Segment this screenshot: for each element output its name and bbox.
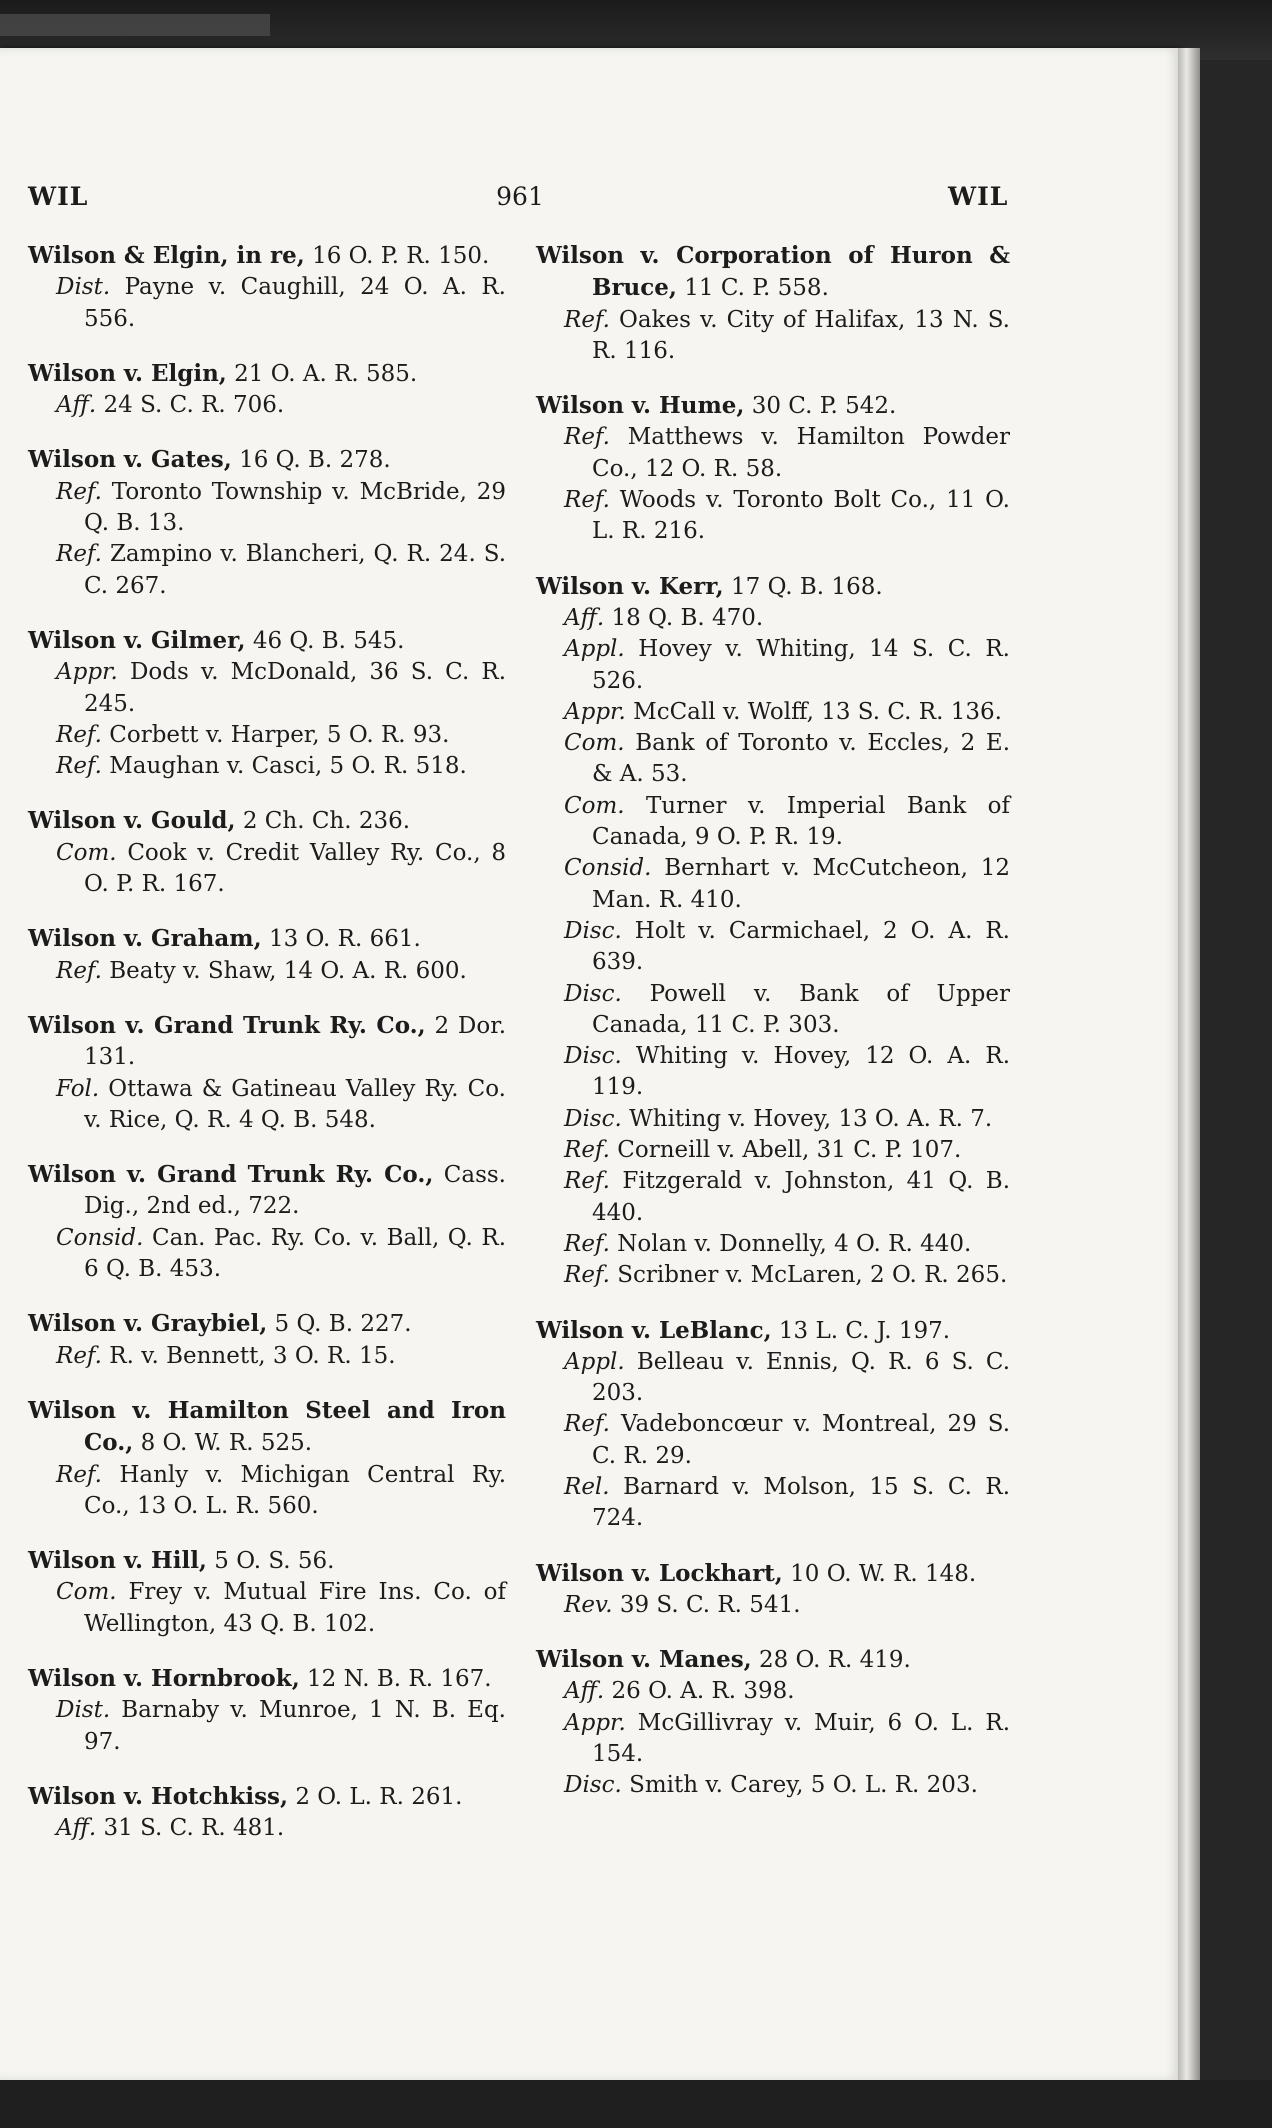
treatment-abbreviation: Consid.	[564, 855, 652, 882]
treatment-abbreviation: Aff.	[564, 1678, 605, 1705]
reference-text: Holt v. Carmichael, 2 O. A. R. 639.	[592, 917, 1010, 976]
reference-text: Hovey v. Whiting, 14 S. C. R. 526.	[592, 636, 1010, 694]
reference-text: Scribner v. McLaren, 2 O. R. 265.	[617, 1262, 1008, 1289]
treatment-abbreviation: Com.	[564, 792, 625, 819]
treatment-abbreviation: Disc.	[564, 1772, 622, 1799]
case-heading	[28, 1159, 506, 1223]
case-citation: 2 O. L. R. 261.	[295, 1783, 463, 1810]
case-heading	[536, 1558, 1010, 1590]
case-citation: 2 Ch. Ch. 236.	[242, 808, 411, 835]
case-reference	[28, 1223, 506, 1286]
case-reference	[536, 1229, 1010, 1260]
treatment-abbreviation: Disc.	[564, 980, 622, 1007]
case-reference	[536, 1590, 1010, 1621]
treatment-abbreviation: Ref.	[564, 1262, 610, 1289]
case-name: Wilson v. Corporation of Huron & Bruce,	[536, 242, 1010, 302]
case-citation: Cass. Dig., 2nd ed., 722.	[84, 1162, 506, 1220]
case-heading	[28, 1781, 506, 1813]
reference-text: Vadeboncœur v. Montreal, 29 S. C. R. 29.	[592, 1411, 1011, 1469]
treatment-abbreviation: Aff.	[564, 604, 605, 631]
treatment-abbreviation: Ref.	[564, 1137, 610, 1164]
case-citation: 12 N. B. R. 167.	[307, 1665, 492, 1692]
case-reference	[28, 1341, 506, 1372]
case-reference	[28, 956, 506, 987]
reference-text: Maughan v. Casci, 5 O. R. 518.	[109, 753, 467, 780]
right-column	[536, 240, 1010, 1825]
treatment-abbreviation: Ref.	[56, 1461, 102, 1488]
case-name: Wilson v. Gates,	[28, 446, 232, 474]
case-citation: 8 O. W. R. 525.	[140, 1430, 313, 1457]
case-heading	[536, 240, 1010, 305]
reference-text: 18 Q. B. 470.	[611, 604, 764, 631]
case-name: Wilson v. LeBlanc,	[536, 1316, 772, 1344]
case-citation: 28 O. R. 419.	[758, 1647, 911, 1674]
reference-text: Nolan v. Donnelly, 4 O. R. 440.	[617, 1230, 972, 1257]
case-reference	[536, 979, 1010, 1042]
case-reference	[536, 1260, 1010, 1291]
case-citation: 46 Q. B. 545.	[252, 627, 405, 654]
case-citation: 17 Q. B. 168.	[731, 573, 883, 600]
reference-text: 26 O. A. R. 398.	[611, 1678, 795, 1705]
treatment-abbreviation: Ref.	[564, 306, 610, 333]
reference-text: Dods v. McDonald, 36 S. C. R. 245.	[84, 659, 507, 717]
case-reference	[536, 1135, 1010, 1166]
case-reference	[536, 728, 1010, 791]
case-reference	[536, 1347, 1010, 1410]
case-reference	[536, 697, 1010, 728]
case-reference	[536, 1166, 1010, 1229]
case-reference	[28, 1074, 506, 1137]
case-reference	[536, 634, 1010, 697]
reference-text: Oakes v. City of Halifax, 13 N. S. R. 116.	[592, 306, 1010, 364]
case-citation: 5 O. S. 56.	[214, 1548, 335, 1575]
case-citation: 10 O. W. R. 148.	[790, 1560, 977, 1587]
case-reference	[536, 1041, 1010, 1104]
case-citation: 16 O. P. R. 150.	[312, 243, 490, 269]
reference-text: Toronto Township v. McBride, 29 Q. B. 13.	[84, 478, 506, 537]
case-citation: 13 O. R. 661.	[268, 926, 421, 953]
case-reference	[28, 720, 506, 751]
case-heading	[28, 1545, 506, 1577]
treatment-abbreviation: Fol.	[56, 1075, 100, 1102]
case-name: Wilson v. Hume,	[536, 392, 745, 420]
treatment-abbreviation: Ref.	[56, 541, 102, 568]
treatment-abbreviation: Rel.	[564, 1473, 610, 1500]
treatment-abbreviation: Ref.	[564, 487, 610, 514]
case-reference	[536, 603, 1010, 634]
case-heading	[536, 571, 1010, 603]
case-reference	[28, 1695, 506, 1758]
treatment-abbreviation: Appr.	[56, 659, 118, 686]
case-entry	[28, 444, 506, 601]
reference-text: Whiting v. Hovey, 12 O. A. R. 119.	[592, 1043, 1011, 1101]
reference-text: McGillivray v. Muir, 6 O. L. R. 154.	[592, 1709, 1011, 1768]
treatment-abbreviation: Com.	[56, 839, 117, 866]
case-name: Wilson v. Gilmer,	[28, 626, 246, 654]
reference-text: Ottawa & Gatineau Valley Ry. Co. v. Rice, Q. R. 4 Q. B. 548.	[84, 1075, 506, 1133]
page-number: 961	[496, 182, 544, 211]
treatment-abbreviation: Com.	[564, 730, 625, 757]
scan-artifact-band	[0, 14, 270, 36]
case-heading	[536, 1644, 1010, 1676]
reference-text: Fitzgerald v. Johnston, 41 Q. B. 440.	[592, 1168, 1011, 1226]
treatment-abbreviation: Disc.	[564, 1043, 622, 1070]
reference-text: Powell v. Bank of Upper Canada, 11 C. P. 303.	[592, 980, 1010, 1038]
treatment-abbreviation: Ref.	[56, 1342, 102, 1369]
case-name: Wilson v. Hill,	[28, 1547, 207, 1575]
case-name: Wilson v. Kerr,	[536, 572, 724, 600]
reference-text: Whiting v. Hovey, 13 O. A. R. 7.	[629, 1105, 993, 1132]
case-heading	[28, 1395, 506, 1460]
case-heading	[28, 1308, 506, 1340]
case-citation: 16 Q. B. 278.	[239, 447, 391, 474]
reference-text: Cook v. Credit Valley Ry. Co., 8 O. P. R. 167.	[84, 839, 507, 898]
treatment-abbreviation: Ref.	[56, 721, 102, 748]
case-reference	[28, 1813, 506, 1844]
reference-text: Matthews v. Hamilton Powder Co., 12 O. R. 58.	[592, 424, 1010, 482]
treatment-abbreviation: Ref.	[564, 1230, 610, 1257]
case-reference	[536, 422, 1010, 485]
case-name: Wilson v. Manes,	[536, 1646, 752, 1674]
case-reference	[28, 657, 506, 720]
case-heading	[28, 240, 506, 272]
case-reference	[28, 751, 506, 782]
page-edge	[1178, 48, 1200, 2080]
treatment-abbreviation: Aff.	[56, 392, 97, 419]
case-entry	[28, 1663, 506, 1758]
case-citation: 13 L. C. J. 197.	[778, 1317, 951, 1344]
case-name: Wilson v. Elgin,	[28, 359, 227, 387]
reference-text: Barnaby v. Munroe, 1 N. B. Eq. 97.	[84, 1697, 506, 1755]
case-entry	[28, 1159, 506, 1285]
reference-text: R. v. Bennett, 3 O. R. 15.	[109, 1342, 396, 1369]
treatment-abbreviation: Aff.	[56, 1815, 97, 1842]
case-reference	[28, 539, 506, 602]
treatment-abbreviation: Disc.	[564, 917, 622, 944]
case-citation: 11 C. P. 558.	[684, 275, 829, 302]
reference-text: Frey v. Mutual Fire Ins. Co. of Wellington, 43 Q. B. 102.	[84, 1579, 507, 1637]
case-entry	[28, 1395, 506, 1522]
running-head-left: WIL	[28, 182, 89, 211]
left-column	[28, 240, 506, 1867]
case-citation: 30 C. P. 542.	[751, 393, 897, 420]
case-entry	[536, 1315, 1010, 1535]
case-reference	[28, 390, 506, 421]
case-citation: 5 Q. B. 227.	[274, 1311, 412, 1338]
case-entry	[28, 805, 506, 900]
reference-text: Corneill v. Abell, 31 C. P. 107.	[617, 1137, 962, 1164]
reference-text: 39 S. C. R. 541.	[619, 1591, 801, 1618]
case-entry	[28, 625, 506, 782]
case-reference	[536, 1409, 1010, 1472]
case-heading	[536, 390, 1010, 422]
case-name: Wilson v. Grand Trunk Ry. Co.,	[28, 1011, 426, 1039]
reference-text: Beaty v. Shaw, 14 O. A. R. 600.	[109, 957, 467, 984]
reference-text: Turner v. Imperial Bank of Canada, 9 O. P. R. 19.	[592, 792, 1011, 851]
treatment-abbreviation: Dist.	[56, 274, 111, 301]
running-head-right: WIL	[948, 182, 1009, 211]
case-reference	[28, 1577, 506, 1640]
treatment-abbreviation: Ref.	[564, 1411, 610, 1438]
case-entry	[28, 358, 506, 422]
case-name: Wilson & Elgin, in re,	[28, 242, 305, 269]
case-entry	[28, 1010, 506, 1136]
case-reference	[28, 1460, 506, 1523]
case-reference	[28, 272, 506, 335]
treatment-abbreviation: Appl.	[564, 1348, 625, 1375]
case-name: Wilson v. Gould,	[28, 807, 236, 835]
reference-text: Zampino v. Blancheri, Q. R. 24. S. C. 267.	[84, 541, 507, 599]
case-reference	[28, 838, 506, 901]
case-entry	[28, 923, 506, 987]
case-heading	[28, 923, 506, 955]
treatment-abbreviation: Ref.	[56, 478, 102, 505]
reference-text: Bank of Toronto v. Eccles, 2 E. & A. 53.	[592, 730, 1011, 788]
reference-text: Can. Pac. Ry. Co. v. Ball, Q. R. 6 Q. B. 453.	[84, 1224, 507, 1283]
case-entry	[28, 1545, 506, 1640]
case-reference	[536, 791, 1010, 854]
reference-text: Barnard v. Molson, 15 S. C. R. 724.	[592, 1473, 1011, 1532]
case-reference	[536, 1708, 1010, 1771]
case-entry	[28, 1781, 506, 1845]
case-entry	[536, 390, 1010, 547]
treatment-abbreviation: Disc.	[564, 1105, 622, 1132]
case-entry	[28, 240, 506, 335]
case-reference	[536, 916, 1010, 979]
case-reference	[536, 1770, 1010, 1801]
treatment-abbreviation: Appl.	[564, 636, 625, 663]
treatment-abbreviation: Com.	[56, 1579, 117, 1606]
reference-text: Smith v. Carey, 5 O. L. R. 203.	[629, 1772, 978, 1799]
case-entry	[536, 240, 1010, 367]
case-entry	[536, 1558, 1010, 1622]
case-reference	[536, 305, 1010, 368]
reference-text: Belleau v. Ennis, Q. R. 6 S. C. 203.	[592, 1348, 1011, 1407]
case-name: Wilson v. Hornbrook,	[28, 1664, 300, 1692]
case-name: Wilson v. Graham,	[28, 925, 262, 953]
reference-text: McCall v. Wolff, 13 S. C. R. 136.	[633, 698, 1002, 725]
reference-text: 31 S. C. R. 481.	[103, 1815, 285, 1842]
case-heading	[28, 805, 506, 837]
reference-text: Woods v. Toronto Bolt Co., 11 O. L. R. 216.	[592, 487, 1010, 545]
case-reference	[536, 1472, 1010, 1535]
treatment-abbreviation: Appr.	[564, 698, 626, 725]
case-reference	[536, 1676, 1010, 1707]
reference-text: Payne v. Caughill, 24 O. A. R. 556.	[84, 274, 506, 332]
treatment-abbreviation: Consid.	[56, 1224, 144, 1251]
case-name: Wilson v. Hamilton Steel and Iron Co.,	[28, 1396, 506, 1457]
case-heading	[28, 625, 506, 657]
treatment-abbreviation: Ref.	[56, 957, 102, 984]
case-name: Wilson v. Grand Trunk Ry. Co.,	[28, 1161, 434, 1189]
case-heading	[28, 1010, 506, 1074]
case-heading	[28, 1663, 506, 1695]
case-citation: 2 Dor. 131.	[84, 1012, 507, 1071]
case-reference	[536, 853, 1010, 916]
case-reference	[28, 477, 506, 540]
case-entry	[536, 1644, 1010, 1801]
case-name: Wilson v. Hotchkiss,	[28, 1782, 288, 1810]
scanner-bottom-margin	[0, 2080, 1272, 2128]
case-reference	[536, 485, 1010, 548]
case-heading	[28, 444, 506, 476]
case-citation: 21 O. A. R. 585.	[234, 360, 418, 387]
treatment-abbreviation: Appr.	[564, 1709, 626, 1736]
treatment-abbreviation: Rev.	[564, 1591, 613, 1618]
reference-text: Hanly v. Michigan Central Ry. Co., 13 O. L. R. 560.	[84, 1461, 506, 1519]
case-entry	[536, 571, 1010, 1292]
reference-text: Bernhart v. McCutcheon, 12 Man. R. 410.	[592, 855, 1010, 913]
case-name: Wilson v. Lockhart,	[536, 1559, 783, 1587]
case-reference	[536, 1104, 1010, 1135]
case-entry	[28, 1308, 506, 1372]
case-heading	[536, 1315, 1010, 1347]
reference-text: Corbett v. Harper, 5 O. R. 93.	[109, 721, 450, 748]
case-heading	[28, 358, 506, 390]
reference-text: 24 S. C. R. 706.	[103, 392, 285, 419]
treatment-abbreviation: Dist.	[56, 1697, 111, 1724]
treatment-abbreviation: Ref.	[564, 1168, 610, 1195]
treatment-abbreviation: Ref.	[56, 753, 102, 780]
case-name: Wilson v. Graybiel,	[28, 1310, 268, 1338]
treatment-abbreviation: Ref.	[564, 424, 610, 451]
